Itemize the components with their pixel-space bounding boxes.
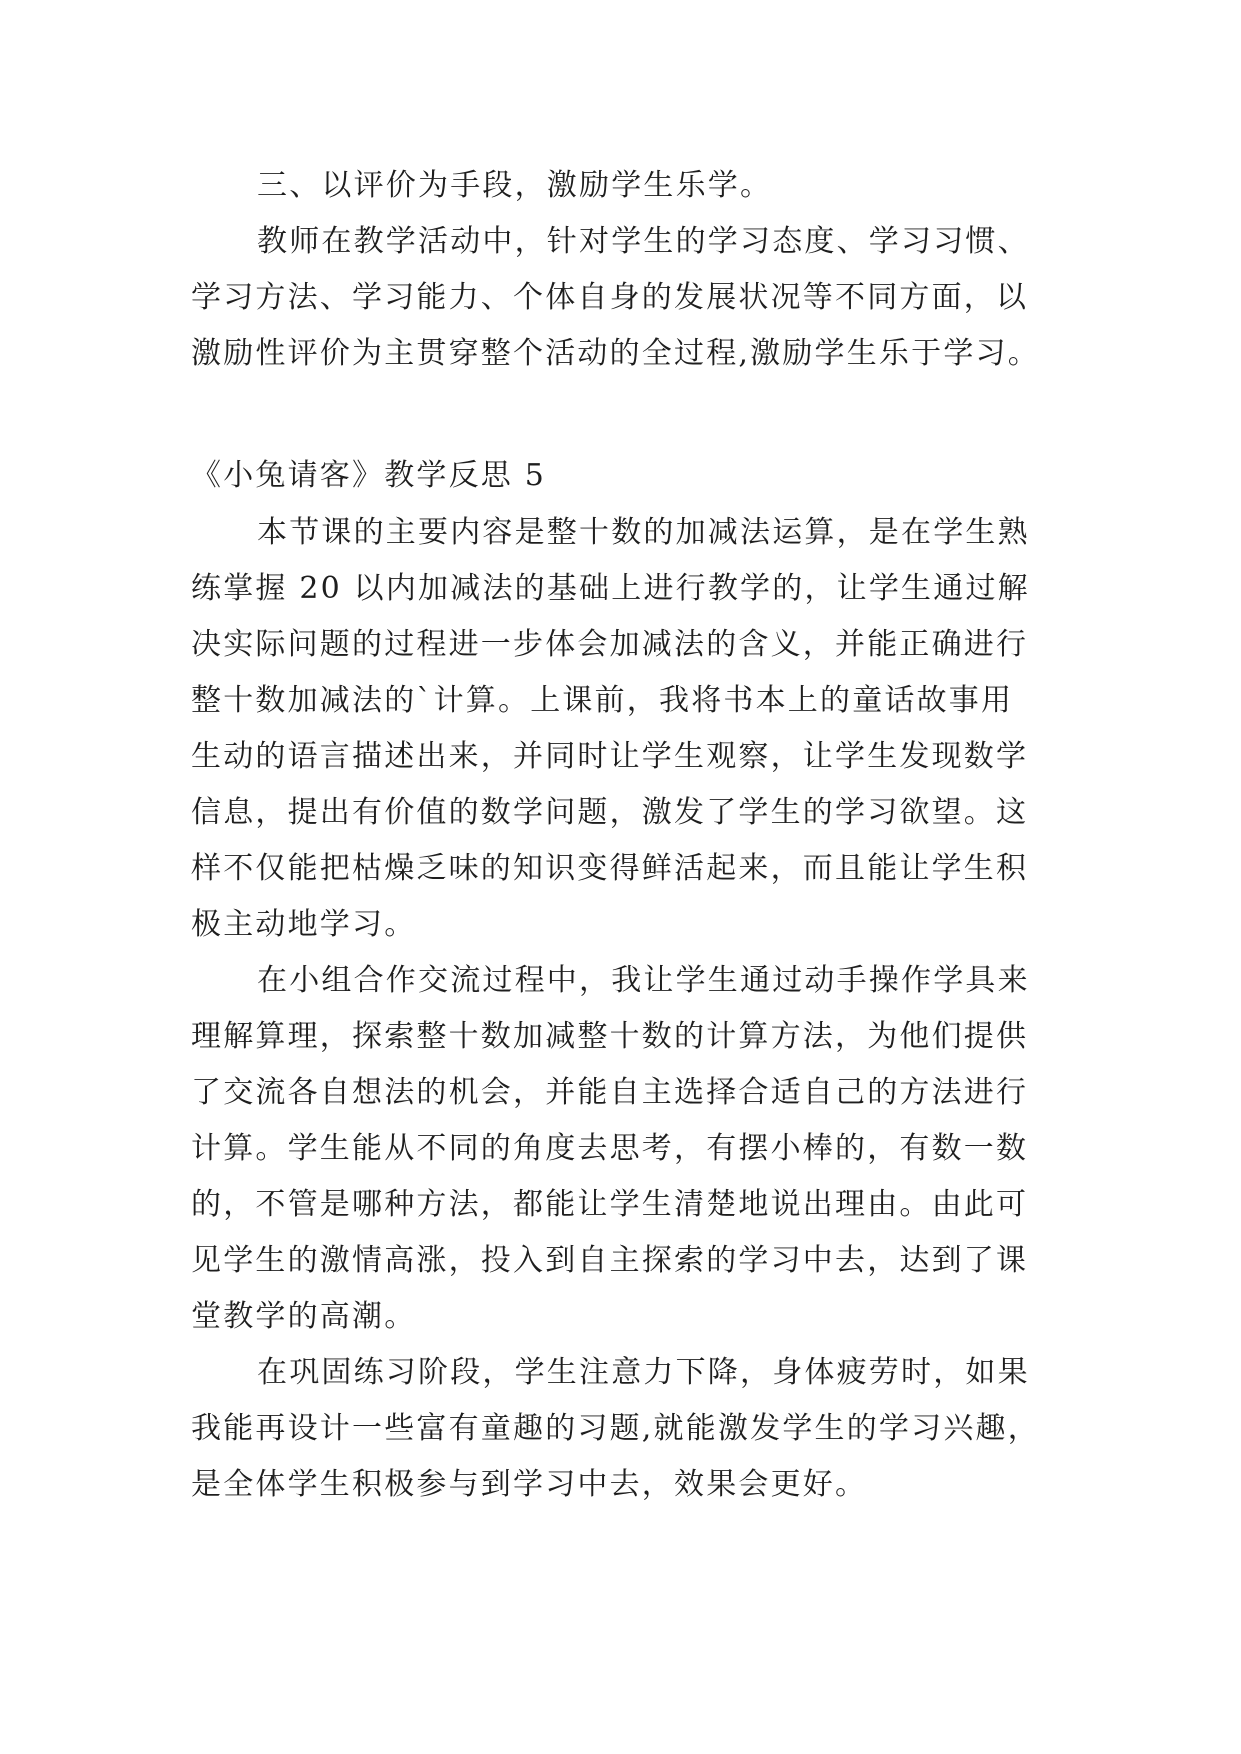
paragraph-line: 的，不管是哪种方法，都能让学生清楚地说出理由。由此可 (191, 1187, 1029, 1222)
paragraph-line: 本节课的主要内容是整十数的加减法运算，是在学生熟 (257, 515, 1030, 550)
paragraph-line: 学习方法、学习能力、个体自身的发展状况等不同方面，以 (191, 280, 1029, 315)
section-title: 《小兔请客》教学反思 5 (191, 458, 547, 493)
paragraph-line: 教师在教学活动中，针对学生的学习态度、学习习惯、 (257, 224, 1030, 259)
paragraph-line: 了交流各自想法的机会，并能自主选择合适自己的方法进行 (191, 1075, 1029, 1110)
paragraph-line: 是全体学生积极参与到学习中去，效果会更好。 (191, 1467, 868, 1502)
paragraph-line: 见学生的激情高涨，投入到自主探索的学习中去，达到了课 (191, 1243, 1029, 1278)
section-heading: 三、以评价为手段，激励学生乐学。 (257, 168, 773, 203)
paragraph-line: 计算。学生能从不同的角度去思考，有摆小棒的，有数一数 (191, 1131, 1029, 1166)
paragraph-line: 在小组合作交流过程中，我让学生通过动手操作学具来 (257, 963, 1030, 998)
paragraph-line: 激励性评价为主贯穿整个活动的全过程,激励学生乐于学习。 (191, 336, 1040, 371)
paragraph-line: 练掌握 20 以内加减法的基础上进行教学的，让学生通过解 (191, 571, 1030, 606)
paragraph-line: 生动的语言描述出来，并同时让学生观察，让学生发现数学 (191, 739, 1029, 774)
paragraph-line: 理解算理，探索整十数加减整十数的计算方法，为他们提供 (191, 1019, 1029, 1054)
paragraph-line: 我能再设计一些富有童趣的习题,就能激发学生的学习兴趣， (191, 1411, 1040, 1446)
paragraph-line: 极主动地学习。 (191, 907, 417, 942)
paragraph-line: 堂教学的高潮。 (191, 1299, 417, 1334)
paragraph-line: 在巩固练习阶段，学生注意力下降，身体疲劳时，如果 (257, 1355, 1030, 1390)
paragraph-line: 样不仅能把枯燥乏味的知识变得鲜活起来，而且能让学生积 (191, 851, 1029, 886)
paragraph-line: 信息，提出有价值的数学问题，激发了学生的学习欲望。这 (191, 795, 1029, 830)
paragraph-line: 决实际问题的过程进一步体会加减法的含义，并能正确进行 (191, 627, 1029, 662)
paragraph-line: 整十数加减法的`计算。上课前，我将书本上的童话故事用 (191, 683, 1014, 718)
